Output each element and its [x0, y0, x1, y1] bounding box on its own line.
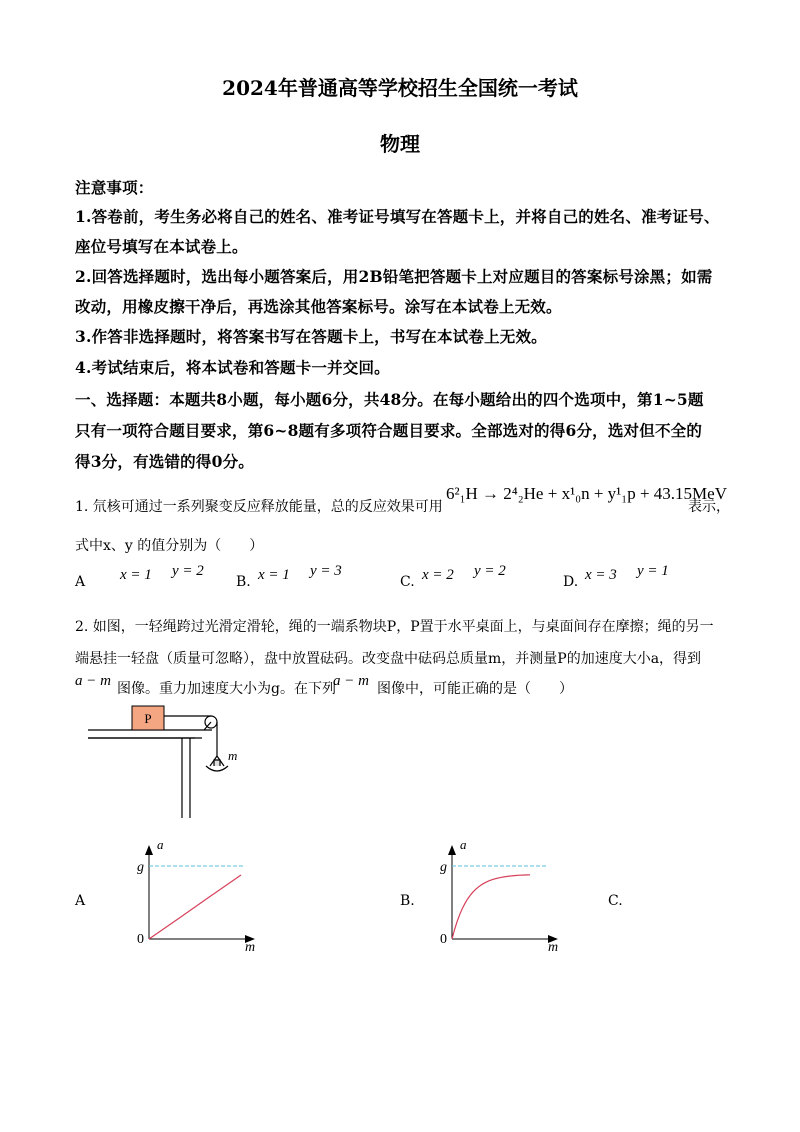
notice-line-1a: 1.答卷前，考生务必将自己的姓名、准考证号填写在答题卡上，并将自己的姓名、准考证号、 — [75, 207, 720, 226]
graph-a-g-label: g — [137, 860, 144, 875]
q2-option-a-label: A — [75, 893, 86, 909]
q1-option-b-label: B. — [236, 574, 251, 590]
graph-a-origin: 0 — [137, 932, 144, 947]
q2-line-3b: 图像中，可能正确的是（ ） — [377, 681, 573, 697]
q1-option-c-x: x = 2 — [422, 567, 454, 583]
q1-option-d-label: D. — [563, 574, 579, 590]
q1-option-d-y: y = 1 — [637, 563, 669, 579]
q1-stem-a: 1. 氘核可通过一系列聚变反应释放能量，总的反应效果可用 — [75, 499, 443, 515]
q2-option-b-label: B. — [400, 893, 415, 909]
q1-stem-c: 式中x、y 的值分别为（ ） — [75, 538, 264, 554]
graph-b — [428, 835, 568, 955]
graph-a-x-label: m — [245, 940, 256, 955]
q1-option-c-y: y = 2 — [474, 563, 506, 579]
q1-option-c-label: C. — [400, 574, 415, 590]
section-line-3: 得3分，有选错的得0分。 — [75, 452, 254, 471]
q1-option-a-x: x = 1 — [120, 567, 152, 583]
q1-option-a-label: A — [75, 574, 86, 590]
q1-option-b-y: y = 3 — [310, 563, 342, 579]
notice-heading: 注意事项： — [75, 178, 154, 197]
q2-line-3a: 图像。重力加速度大小为g。在下列 — [117, 681, 336, 697]
pulley-figure — [80, 700, 260, 825]
graph-a-y-label: a — [157, 837, 164, 852]
q1-stem-b: 表示， — [688, 499, 730, 515]
section-line-2: 只有一项符合题目要求，第6~8题有多项符合题目要求。全部选对的得6分，选对但不全的 — [75, 421, 703, 440]
mass-label: m — [228, 748, 238, 763]
q2-am-2: a − m — [333, 673, 369, 689]
notice-line-2b: 改动，用橡皮擦干净后，再选涂其他答案标号。涂写在本试卷上无效。 — [75, 297, 562, 316]
q2-option-c-label: C. — [608, 893, 623, 909]
graph-a-line — [149, 875, 241, 939]
notice-line-3: 3.作答非选择题时，将答案书写在答题卡上，书写在本试卷上无效。 — [75, 327, 547, 346]
section-line-1: 一、选择题：本题共8小题，每小题6分，共48分。在每小题给出的四个选项中，第1~5题 — [75, 390, 704, 409]
graph-b-y-label: a — [460, 837, 467, 852]
q1-option-a-y: y = 2 — [172, 563, 204, 579]
notice-line-1b: 座位号填写在本试卷上。 — [75, 237, 248, 256]
q2-line-1: 2. 如图，一轻绳跨过光滑定滑轮，绳的一端系物块P，P置于水平桌面上，与桌面间存在摩擦；绳的另一 — [75, 619, 714, 635]
q2-am-1: a − m — [75, 673, 111, 689]
graph-a — [125, 835, 265, 955]
pan — [206, 766, 228, 771]
graph-b-x-label: m — [548, 940, 559, 955]
notice-line-2a: 2.回答选择题时，选出每小题答案后，用2B铅笔把答题卡上对应题目的答案标号涂黑；如需 — [75, 267, 713, 286]
block-p-label: P — [144, 711, 152, 726]
exam-title: 2024年普通高等学校招生全国统一考试 — [222, 76, 578, 100]
graph-b-origin: 0 — [440, 932, 447, 947]
graph-b-y-arrow — [448, 845, 456, 855]
graph-a-y-arrow — [145, 845, 153, 855]
q2-line-2: 端悬挂一轻盘（质量可忽略），盘中放置砝码。改变盘中砝码总质量m，并测量P的加速度大小a，得到 — [75, 651, 702, 667]
graph-b-g-label: g — [440, 860, 447, 875]
q1-option-b-x: x = 1 — [258, 567, 290, 583]
graph-b-curve — [452, 875, 530, 939]
q1-equation — [446, 484, 727, 504]
q1-option-d-x: x = 3 — [585, 567, 617, 583]
weight — [214, 760, 220, 766]
notice-line-4: 4.考试结束后，将本试卷和答题卡一并交回。 — [75, 358, 390, 377]
q1-equation-text: 6²₁H → 2⁴₂He + x¹₀n + y¹₁p + 43.15MeV — [446, 484, 727, 503]
exam-subject: 物理 — [380, 132, 420, 156]
